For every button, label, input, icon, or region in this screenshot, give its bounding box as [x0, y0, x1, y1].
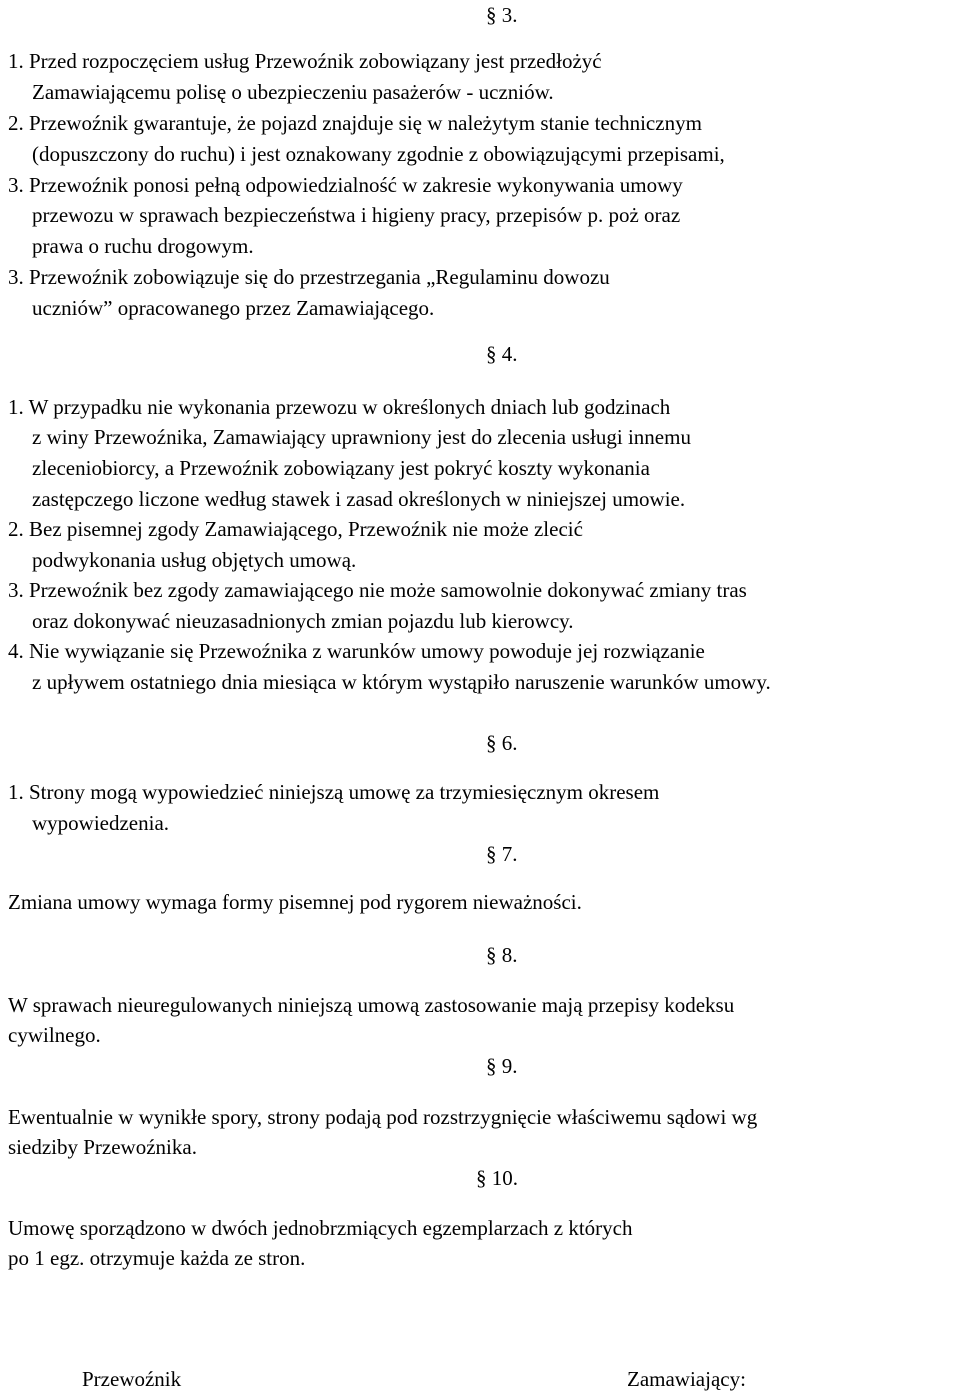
- section-heading-9: § 9.: [486, 1054, 518, 1078]
- section-4-line: z upływem ostatniego dnia miesiąca w którym wystąpiło naruszenie warunków umowy.: [32, 670, 771, 694]
- section-4-line: zleceniobiorcy, a Przewoźnik zobowiązany jest pokryć koszty wykonania: [32, 456, 650, 480]
- section-10-line: Umowę sporządzono w dwóch jednobrzmiących egzemplarzach z których: [8, 1216, 633, 1240]
- section-6-line: wypowiedzenia.: [32, 811, 170, 835]
- section-9-line: siedziby Przewoźnika.: [8, 1135, 197, 1159]
- section-heading-4: § 4.: [486, 342, 518, 366]
- section-7-line: Zmiana umowy wymaga formy pisemnej pod rygorem nieważności.: [8, 890, 582, 914]
- section-8-line: W sprawach nieuregulowanych niniejszą umową zastosowanie mają przepisy kodeksu: [8, 993, 735, 1017]
- section-3-line: 1. Przed rozpoczęciem usług Przewoźnik zobowiązany jest przedłożyć: [8, 49, 602, 73]
- section-heading-3: § 3.: [486, 3, 518, 27]
- section-heading-10: § 10.: [476, 1166, 518, 1190]
- section-3-line: (dopuszczony do ruchu) i jest oznakowany zgodnie z obowiązującymi przepisami,: [32, 142, 725, 166]
- section-4-line: zastępczego liczone według stawek i zasad określonych w niniejszej umowie.: [32, 487, 686, 511]
- section-heading-6: § 6.: [486, 731, 518, 755]
- section-6-line: 1. Strony mogą wypowiedzieć niniejszą umowę za trzymiesięcznym okresem: [8, 780, 660, 804]
- section-3-line: Zamawiającemu polisę o ubezpieczeniu pasażerów - uczniów.: [32, 80, 554, 104]
- section-3-line: 3. Przewoźnik ponosi pełną odpowiedzialność w zakresie wykonywania umowy: [8, 173, 683, 197]
- section-3-line: 3. Przewoźnik zobowiązuje się do przestrzegania „Regulaminu dowozu: [8, 265, 610, 289]
- section-4-line: podwykonania usług objętych umową.: [32, 548, 357, 572]
- section-10-line: po 1 egz. otrzymuje każda ze stron.: [8, 1246, 306, 1270]
- section-4-line: 3. Przewoźnik bez zgody zamawiającego nie może samowolnie dokonywać zmiany tras: [8, 578, 747, 602]
- section-8-line: cywilnego.: [8, 1023, 101, 1047]
- section-4-line: oraz dokonywać nieuzasadnionych zmian pojazdu lub kierowcy.: [32, 609, 574, 633]
- signature-client-label: Zamawiający:: [627, 1367, 746, 1391]
- section-heading-8: § 8.: [486, 943, 518, 967]
- signature-carrier-label: Przewoźnik: [82, 1367, 182, 1391]
- section-4-line: 4. Nie wywiązanie się Przewoźnika z warunków umowy powoduje jej rozwiązanie: [8, 639, 705, 663]
- section-4-line: 1. W przypadku nie wykonania przewozu w określonych dniach lub godzinach: [8, 395, 671, 419]
- section-3-line: uczniów” opracowanego przez Zamawiającego.: [32, 296, 435, 320]
- section-4-line: z winy Przewoźnika, Zamawiający uprawniony jest do zlecenia usługi innemu: [32, 425, 691, 449]
- section-4-line: 2. Bez pisemnej zgody Zamawiającego, Przewoźnik nie może zlecić: [8, 517, 583, 541]
- section-3-line: 2. Przewoźnik gwarantuje, że pojazd znajduje się w należytym stanie technicznym: [8, 111, 702, 135]
- section-heading-7: § 7.: [486, 842, 518, 866]
- section-3-line: przewozu w sprawach bezpieczeństwa i higieny pracy, przepisów p. poż oraz: [32, 203, 681, 227]
- section-3-line: prawa o ruchu drogowym.: [32, 234, 254, 258]
- section-9-line: Ewentualnie w wynikłe spory, strony podają pod rozstrzygnięcie właściwemu sądowi wg: [8, 1105, 758, 1129]
